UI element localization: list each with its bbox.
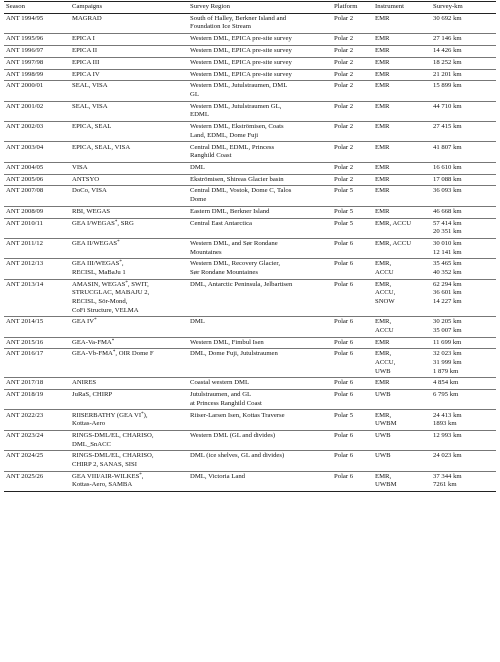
cell-instrument: EMR <box>373 81 431 101</box>
cell-instrument: EMR <box>373 186 431 206</box>
cell-instrument: EMR <box>373 45 431 57</box>
cell-instrument: EMR <box>373 57 431 69</box>
cell-platform: Polar 2 <box>332 81 373 101</box>
header-row <box>4 2 496 14</box>
cell-instrument: EMR, ACCU, SNOW <box>373 279 431 317</box>
cell-campaigns: JuRaS, CHIRP <box>70 390 188 410</box>
cell-season: ANT 2002/03 <box>4 122 70 142</box>
cell-instrument: EMR <box>373 174 431 186</box>
cell-instrument: UWB <box>373 451 431 471</box>
cell-survey-region: Riiser-Larsen Isen, Kottas Traverse <box>188 410 332 430</box>
cell-season: ANT 2016/17 <box>4 349 70 378</box>
cell-survey-km: 30 010 km 12 141 km <box>431 238 496 258</box>
cell-campaigns: GEA II/WEGAS* <box>70 238 188 258</box>
cell-instrument: EMR <box>373 34 431 46</box>
cell-season: ANT 2003/04 <box>4 142 70 162</box>
cell-survey-km: 18 252 km <box>431 57 496 69</box>
cell-survey-km: 37 344 km 7261 km <box>431 471 496 491</box>
cell-season: ANT 2015/16 <box>4 337 70 349</box>
cell-season: ANT 2005/06 <box>4 174 70 186</box>
cell-platform: Polar 5 <box>332 218 373 238</box>
cell-platform: Polar 6 <box>332 430 373 450</box>
cell-instrument: EMR <box>373 206 431 218</box>
cell-instrument: EMR, ACCU <box>373 238 431 258</box>
cell-platform: Polar 5 <box>332 186 373 206</box>
cell-survey-region: Western DML, EPICA pre-site survey <box>188 34 332 46</box>
cell-platform: Polar 2 <box>332 69 373 81</box>
survey-campaign-table <box>4 1 496 492</box>
cell-campaigns: EPICA III <box>70 57 188 69</box>
table-row <box>4 13 496 33</box>
cell-campaigns: GEA IV* <box>70 317 188 337</box>
cell-survey-km: 14 426 km <box>431 45 496 57</box>
cell-survey-km: 15 899 km <box>431 81 496 101</box>
cell-survey-region: DML <box>188 162 332 174</box>
table-row <box>4 317 496 337</box>
cell-survey-region: Western DML, and Sør Rondane Mountaines <box>188 238 332 258</box>
cell-survey-km: 36 093 km <box>431 186 496 206</box>
cell-season: ANT 2008/09 <box>4 206 70 218</box>
cell-campaigns: AMASIN, WEGAS*, SWIT, STRUCGLAC, MABAJU 2, RECISL, Sör-Mond, CoFi Structure, VELMA <box>70 279 188 317</box>
cell-instrument: EMR, ACCU <box>373 218 431 238</box>
header-instrument: Instrument <box>373 2 431 14</box>
cell-survey-km: 57 414 km 20 351 km <box>431 218 496 238</box>
cell-survey-region: Ekströmisen, Shireas Glacier basin <box>188 174 332 186</box>
cell-survey-region: Jutulstraumen, and GL at Princess Ranghild Coast <box>188 390 332 410</box>
cell-campaigns: VISA <box>70 162 188 174</box>
cell-season: ANT 2000/01 <box>4 81 70 101</box>
table-row <box>4 471 496 491</box>
cell-survey-region: DML, Dome Fuji, Jutulstraumen <box>188 349 332 378</box>
table-row <box>4 81 496 101</box>
table-row <box>4 430 496 450</box>
cell-campaigns: GEA III/WEGAS*, RECISL, MaBaJu 1 <box>70 259 188 279</box>
cell-survey-km: 17 088 km <box>431 174 496 186</box>
cell-season: ANT 1998/99 <box>4 69 70 81</box>
cell-survey-km: 27 146 km <box>431 34 496 46</box>
cell-season: ANT 2023/24 <box>4 430 70 450</box>
cell-survey-km: 30 205 km 35 007 km <box>431 317 496 337</box>
table-row <box>4 34 496 46</box>
cell-campaigns: RINGS-DML/EL, CHARISO, DML_SnACC <box>70 430 188 450</box>
table-row <box>4 45 496 57</box>
cell-campaigns: RIISERBATHY (GEA VI*), Kottas-Aero <box>70 410 188 430</box>
table-row <box>4 122 496 142</box>
cell-instrument: EMR <box>373 162 431 174</box>
cell-platform: Polar 6 <box>332 238 373 258</box>
cell-season: ANT 1996/97 <box>4 45 70 57</box>
cell-survey-region: DML <box>188 317 332 337</box>
cell-survey-km: 6 795 km <box>431 390 496 410</box>
cell-instrument: EMR, UWBM <box>373 471 431 491</box>
cell-instrument: EMR <box>373 142 431 162</box>
table-row <box>4 162 496 174</box>
table-row <box>4 349 496 378</box>
cell-platform: Polar 2 <box>332 45 373 57</box>
cell-platform: Polar 6 <box>332 390 373 410</box>
cell-survey-km: 62 294 km 36 601 km 14 227 km <box>431 279 496 317</box>
cell-survey-km: 21 201 km <box>431 69 496 81</box>
table-row <box>4 218 496 238</box>
cell-survey-region: Coastal western DML <box>188 378 332 390</box>
cell-campaigns: SEAL, VISA <box>70 81 188 101</box>
cell-instrument: EMR <box>373 69 431 81</box>
cell-platform: Polar 6 <box>332 451 373 471</box>
cell-instrument: EMR <box>373 13 431 33</box>
cell-instrument: EMR, ACCU <box>373 317 431 337</box>
cell-campaigns: SEAL, VISA <box>70 101 188 121</box>
cell-platform: Polar 6 <box>332 337 373 349</box>
cell-survey-km: 4 854 km <box>431 378 496 390</box>
header-platform: Platform <box>332 2 373 14</box>
cell-survey-km: 46 668 km <box>431 206 496 218</box>
cell-season: ANT 2017/18 <box>4 378 70 390</box>
table-row <box>4 259 496 279</box>
cell-campaigns: GEA I/WEGAS*, SRG <box>70 218 188 238</box>
table-row <box>4 69 496 81</box>
cell-platform: Polar 2 <box>332 57 373 69</box>
cell-instrument: EMR <box>373 101 431 121</box>
cell-season: ANT 1995/96 <box>4 34 70 46</box>
cell-platform: Polar 6 <box>332 349 373 378</box>
cell-survey-region: Western DML, Jutulstraumen, DML GL <box>188 81 332 101</box>
cell-campaigns: EPICA, SEAL <box>70 122 188 142</box>
cell-campaigns: RINGS-DML/EL, CHARISO, CHIRP 2, SANAS, SISI <box>70 451 188 471</box>
cell-campaigns: RBI, WEGAS <box>70 206 188 218</box>
cell-survey-region: South of Halley, Berkner Island and Foundation Ice Stream <box>188 13 332 33</box>
cell-platform: Polar 6 <box>332 317 373 337</box>
cell-platform: Polar 6 <box>332 471 373 491</box>
cell-season: ANT 1997/98 <box>4 57 70 69</box>
cell-instrument: EMR, UWBM <box>373 410 431 430</box>
table-body <box>4 13 496 491</box>
table-row <box>4 410 496 430</box>
table-container <box>4 1 496 492</box>
cell-survey-km: 32 023 km 31 999 km 1 879 km <box>431 349 496 378</box>
cell-survey-region: Western DML, Recovery Glacier, Sør Rondane Mountaines <box>188 259 332 279</box>
cell-campaigns: GEA VIII/AIR-WILKES*, Kottas-Aero, SAMBA <box>70 471 188 491</box>
cell-campaigns: EPICA I <box>70 34 188 46</box>
cell-platform: Polar 6 <box>332 279 373 317</box>
cell-survey-region: Western DML, Jutulstraumen GL, EDML <box>188 101 332 121</box>
cell-campaigns: EPICA IV <box>70 69 188 81</box>
cell-campaigns: DoCo, VISA <box>70 186 188 206</box>
cell-season: ANT 2025/26 <box>4 471 70 491</box>
cell-season: ANT 2004/05 <box>4 162 70 174</box>
cell-survey-region: DML, Victoria Land <box>188 471 332 491</box>
cell-instrument: EMR <box>373 122 431 142</box>
cell-season: ANT 2011/12 <box>4 238 70 258</box>
cell-instrument: EMR, ACCU <box>373 259 431 279</box>
table-row <box>4 451 496 471</box>
header-campaigns: Campaigns <box>70 2 188 14</box>
cell-survey-km: 24 023 km <box>431 451 496 471</box>
table-row <box>4 238 496 258</box>
cell-season: ANT 2018/19 <box>4 390 70 410</box>
cell-campaigns: MAGRAD <box>70 13 188 33</box>
cell-campaigns: EPICA, SEAL, VISA <box>70 142 188 162</box>
cell-survey-km: 41 807 km <box>431 142 496 162</box>
cell-survey-km: 44 710 km <box>431 101 496 121</box>
cell-survey-region: Eastern DML, Berkner Island <box>188 206 332 218</box>
cell-platform: Polar 2 <box>332 162 373 174</box>
cell-instrument: UWB <box>373 430 431 450</box>
cell-survey-region: Western DML, EPICA pre-site survey <box>188 69 332 81</box>
table-row <box>4 337 496 349</box>
cell-platform: Polar 2 <box>332 101 373 121</box>
cell-season: ANT 2014/15 <box>4 317 70 337</box>
cell-survey-region: Western DML, EPICA pre-site survey <box>188 57 332 69</box>
header-survey-region: Survey Region <box>188 2 332 14</box>
cell-season: ANT 2010/11 <box>4 218 70 238</box>
cell-platform: Polar 6 <box>332 259 373 279</box>
cell-season: ANT 2007/08 <box>4 186 70 206</box>
table-header <box>4 2 496 14</box>
cell-platform: Polar 2 <box>332 142 373 162</box>
cell-survey-region: Western DML (GL and divides) <box>188 430 332 450</box>
cell-survey-km: 27 415 km <box>431 122 496 142</box>
cell-survey-km: 30 692 km <box>431 13 496 33</box>
table-row <box>4 101 496 121</box>
table-row <box>4 174 496 186</box>
cell-platform: Polar 5 <box>332 206 373 218</box>
cell-instrument: EMR <box>373 378 431 390</box>
cell-survey-region: Central DML, EDML, Princess Ranghild Coast <box>188 142 332 162</box>
cell-survey-region: Western DML, Ekströmisen, Coats Land, EDML, Dome Fuji <box>188 122 332 142</box>
cell-survey-km: 16 610 km <box>431 162 496 174</box>
header-season: Season <box>4 2 70 14</box>
cell-platform: Polar 5 <box>332 410 373 430</box>
cell-instrument: EMR, ACCU, UWB <box>373 349 431 378</box>
cell-season: ANT 2024/25 <box>4 451 70 471</box>
cell-campaigns: EPICA II <box>70 45 188 57</box>
cell-survey-region: Western DML, EPICA pre-site survey <box>188 45 332 57</box>
cell-campaigns: GEA-Va-FMA* <box>70 337 188 349</box>
cell-campaigns: ANIRES <box>70 378 188 390</box>
cell-platform: Polar 2 <box>332 122 373 142</box>
cell-season: ANT 2001/02 <box>4 101 70 121</box>
table-row <box>4 279 496 317</box>
cell-survey-region: DML (ice shelves, GL and divides) <box>188 451 332 471</box>
cell-season: ANT 2012/13 <box>4 259 70 279</box>
table-row <box>4 206 496 218</box>
table-row <box>4 390 496 410</box>
cell-survey-km: 35 465 km 40 352 km <box>431 259 496 279</box>
cell-campaigns: GEA-Vb-FMA*, OIR Dome F <box>70 349 188 378</box>
cell-survey-km: 11 699 km <box>431 337 496 349</box>
cell-survey-km: 24 413 km 1893 km <box>431 410 496 430</box>
table-row <box>4 378 496 390</box>
cell-platform: Polar 6 <box>332 378 373 390</box>
header-survey-km: Survey-km <box>431 2 496 14</box>
cell-instrument: UWB <box>373 390 431 410</box>
table-row <box>4 57 496 69</box>
cell-season: ANT 1994/95 <box>4 13 70 33</box>
cell-platform: Polar 2 <box>332 174 373 186</box>
cell-survey-km: 12 993 km <box>431 430 496 450</box>
cell-season: ANT 2022/23 <box>4 410 70 430</box>
table-row <box>4 186 496 206</box>
cell-campaigns: ANTSYO <box>70 174 188 186</box>
cell-survey-region: Central East Antarctica <box>188 218 332 238</box>
cell-survey-region: DML, Antarctic Peninsula, Jelbartisen <box>188 279 332 317</box>
cell-platform: Polar 2 <box>332 34 373 46</box>
cell-season: ANT 2013/14 <box>4 279 70 317</box>
table-row <box>4 142 496 162</box>
cell-platform: Polar 2 <box>332 13 373 33</box>
cell-instrument: EMR <box>373 337 431 349</box>
cell-survey-region: Western DML, Fimbul Isen <box>188 337 332 349</box>
cell-survey-region: Central DML, Vostok, Dome C, Talos Dome <box>188 186 332 206</box>
